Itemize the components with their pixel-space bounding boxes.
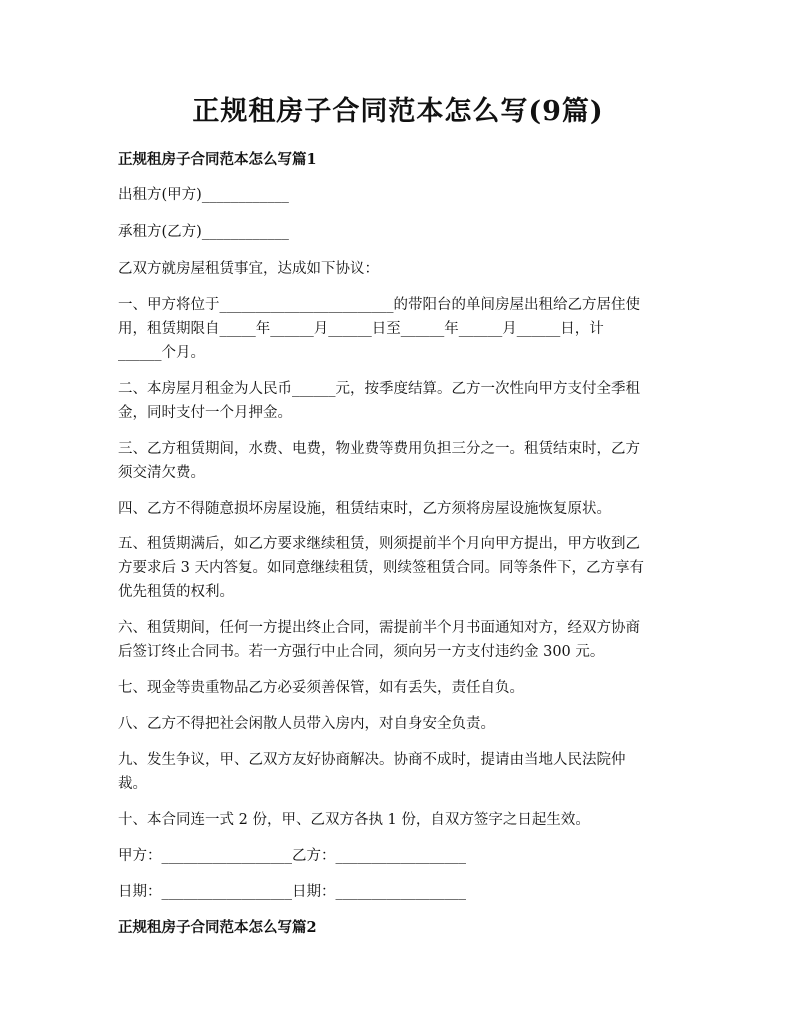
intro-line: 乙双方就房屋租赁事宜，达成如下协议： — [118, 261, 379, 277]
clause-2-line-2: 金，同时支付一个月押金。 — [118, 405, 292, 421]
document-title: 正规租房子合同范本怎么写(9篇) — [192, 96, 604, 127]
clause-9-line-2: 裁。 — [118, 776, 147, 792]
clause-6-line-2: 后签订终止合同书。若一方强行中止合同，须向另一方支付违约金 300 元。 — [118, 644, 605, 660]
clause-3-line-1: 三、乙方租赁期间，水费、电费，物业费等费用负担三分之一。租赁结束时，乙方 — [118, 441, 640, 457]
clause-7-line-1: 七、现金等贵重物品乙方必妥须善保管，如有丢失，责任自负。 — [118, 680, 524, 696]
section-1-heading: 正规租房子合同范本怎么写篇1 — [118, 151, 317, 168]
date-line: 日期：__________________日期：__________________ — [118, 884, 466, 900]
lessor-line: 出租方(甲方)____________ — [118, 187, 289, 203]
clause-3-line-2: 须交清欠费。 — [118, 465, 205, 481]
clause-9-line-1: 九、发生争议，甲、乙双方友好协商解决。协商不成时，提请由当地人民法院仲 — [118, 752, 626, 768]
signature-line: 甲方：__________________乙方：__________________ — [118, 848, 466, 864]
clause-5-line-1: 五、租赁期满后，如乙方要求继续租赁，则须提前半个月向甲方提出，甲方收到乙 — [118, 536, 640, 552]
clause-1-line-1: 一、甲方将位于________________________的带阳台的单间房屋出租给乙方居住使 — [118, 297, 640, 313]
clause-2-line-1: 二、本房屋月租金为人民币______元，按季度结算。乙方一次性向甲方支付全季租 — [118, 381, 640, 397]
clause-10-line-1: 十、本合同连一式 2 份，甲、乙双方各执 1 份，自双方签字之日起生效。 — [118, 812, 590, 828]
section-2-heading: 正规租房子合同范本怎么写篇2 — [118, 919, 317, 936]
clause-8-line-1: 八、乙方不得把社会闲散人员带入房内，对自身安全负责。 — [118, 716, 495, 732]
clause-5-line-2: 方要求后 3 天内答复。如同意继续租赁，则续签租赁合同。同等条件下，乙方享有 — [118, 560, 644, 576]
clause-4-line-1: 四、乙方不得随意损坏房屋设施，租赁结束时，乙方须将房屋设施恢复原状。 — [118, 501, 611, 517]
clause-1-line-3: ______个月。 — [118, 345, 205, 361]
clause-5-line-3: 优先租赁的权利。 — [118, 584, 234, 600]
clause-6-line-1: 六、租赁期间，任何一方提出终止合同，需提前半个月书面通知对方，经双方协商 — [118, 620, 640, 636]
lessee-line: 承租方(乙方)____________ — [118, 224, 289, 240]
clause-1-line-2: 用，租赁期限自_____年______月______日至______年______月______日，计 — [118, 321, 604, 337]
